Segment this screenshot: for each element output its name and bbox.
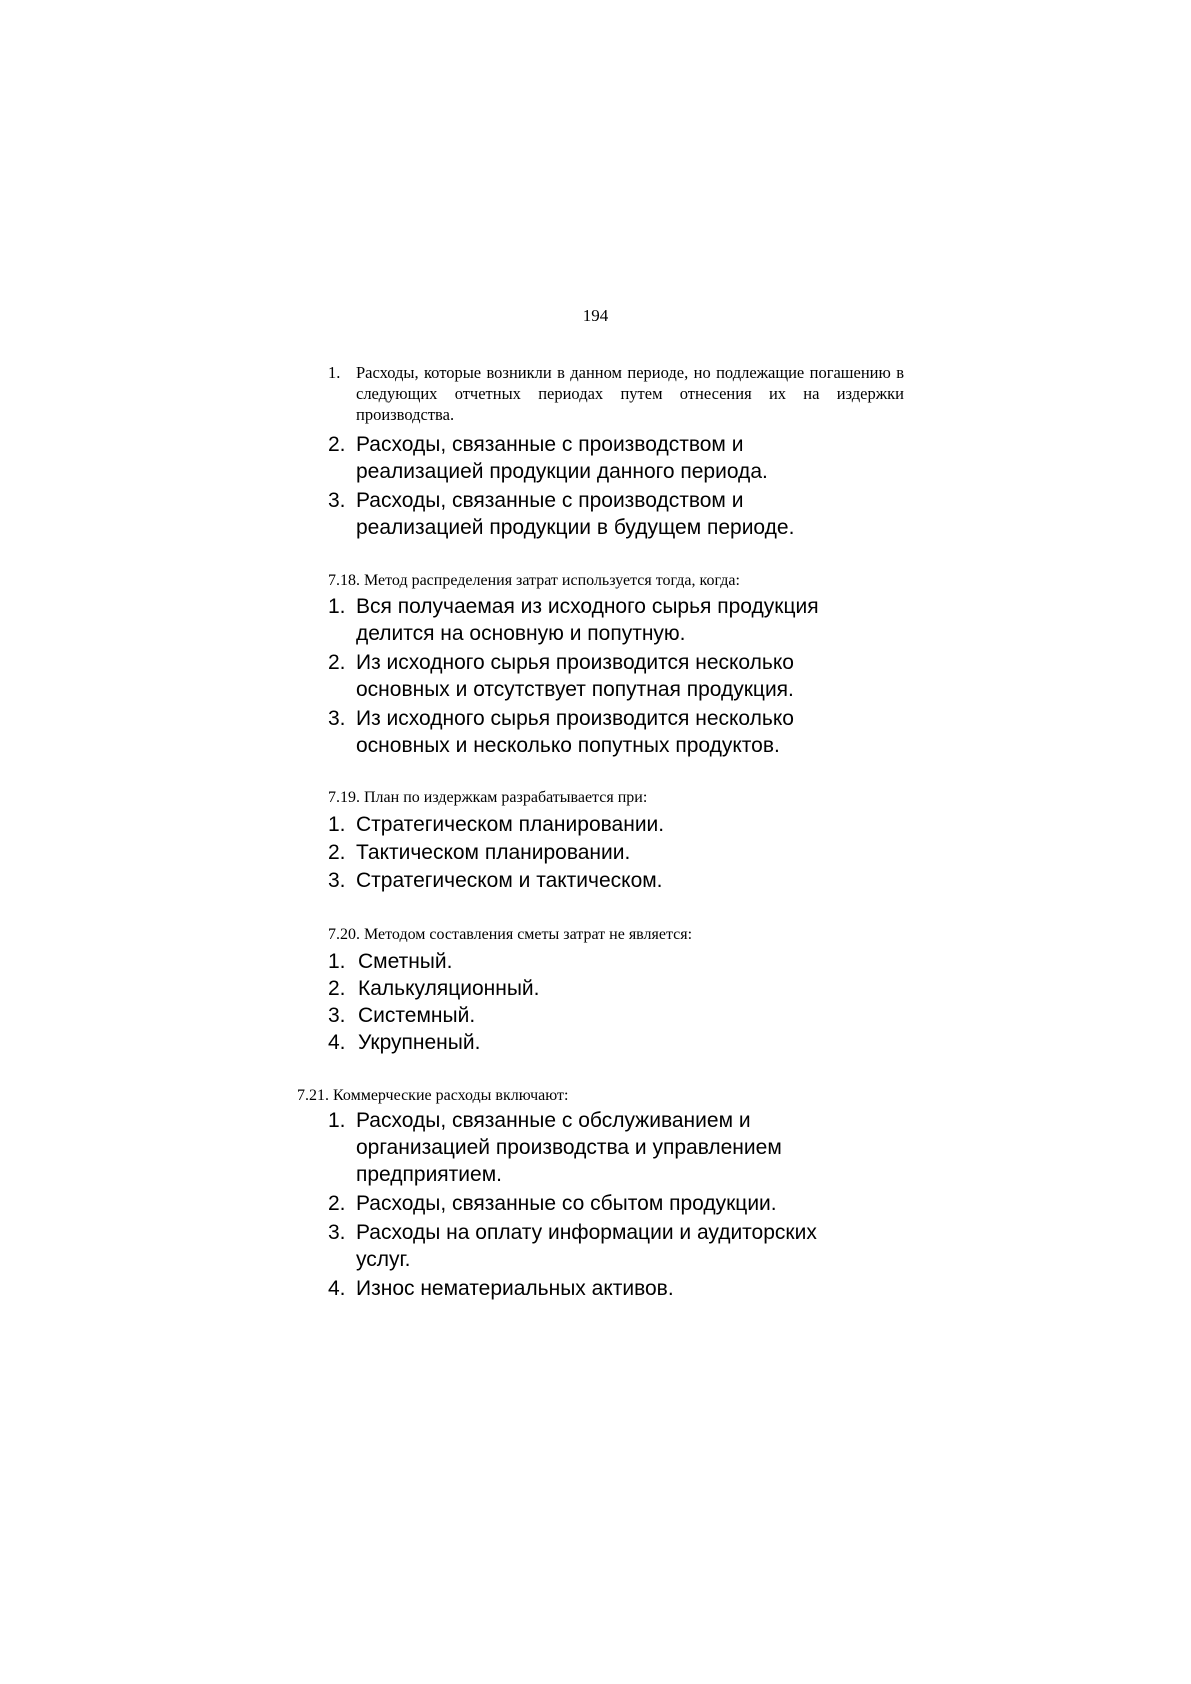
option-number: 1. [328,1109,346,1132]
option-text-cont: услуг. [356,1248,411,1271]
option-text-cont: основных и несколько попутных продуктов. [356,734,780,757]
question-text: 7.20. Методом составления сметы затрат не является: [328,926,693,943]
option-text: Укрупненый. [358,1031,481,1054]
option-text: Расходы, которые возникли в данном периоде, но подлежащие погашению в следующих отчетных периодах путем отнесения их на издержки производства. [356,363,904,424]
option-text-cont: делится на основную и попутную. [356,622,686,645]
list-item [328,1275,817,1302]
option-number: 1. [328,595,346,618]
list-item [328,1107,817,1188]
question-7-19 [328,787,647,809]
list-item [328,593,819,647]
option-text-cont: реализацией продукции данного периода. [356,460,768,483]
option-text: Расходы, связанные со сбытом продукции. [356,1192,777,1215]
option-number: 4. [328,1277,346,1300]
list-item [328,811,664,838]
option-number: 2. [328,433,346,456]
option-number: 1. [328,363,341,382]
list-item [328,867,664,894]
option-text: Из исходного сырья производится несколько [356,707,794,730]
list-item [328,487,794,541]
option-text-cont: предприятием. [356,1163,502,1186]
option-text: Износ нематериальных активов. [356,1277,674,1300]
question-7-21-options [328,1107,817,1302]
option-text: Калькуляционный. [358,977,540,1000]
option-number: 3. [328,707,346,730]
option-text: Стратегическом и тактическом. [356,869,663,892]
option-text: Расходы, связанные с обслуживанием и [356,1109,751,1132]
option-number: 2. [328,841,346,864]
question-text: 7.21. Коммерческие расходы включают: [297,1087,569,1104]
option-number: 3. [328,489,346,512]
list-item [328,975,539,1002]
option-text-cont: организацией производства и управлением [356,1136,782,1159]
question-text: 7.18. Метод распределения затрат используется тогда, когда: [328,572,740,589]
page-number: 194 [582,306,609,325]
question-text: 7.19. План по издержкам разрабатывается при: [328,789,648,806]
option-number: 2. [328,651,346,674]
question-7-19-options [328,811,664,895]
list-item [328,649,819,703]
option-number: 3. [328,1004,346,1027]
option-text-cont: основных и отсутствует попутная продукция. [356,678,794,701]
list-item [328,1190,817,1217]
option-number: 2. [328,1192,346,1215]
option-text: Сметный. [358,950,453,973]
list-item [328,431,794,485]
question-7-18 [328,570,740,592]
prev-question-options-sans [328,431,794,541]
option-text: Расходы, связанные с производством и [356,433,744,456]
list-item [328,362,904,425]
question-7-18-options [328,593,819,759]
option-number: 3. [328,1221,346,1244]
prev-question-options [328,362,904,425]
list-item [328,839,664,866]
list-item [328,1002,539,1029]
list-item [328,948,539,975]
option-text: Расходы, связанные с производством и [356,489,744,512]
option-number: 2. [328,977,346,1000]
list-item [328,1029,539,1056]
question-7-20-options [328,948,539,1056]
option-number: 3. [328,869,346,892]
list-item [328,1219,817,1273]
option-text: Стратегическом планировании. [356,813,665,836]
option-text: Тактическом планировании. [356,841,631,864]
option-number: 1. [328,950,346,973]
option-text: Из исходного сырья производится несколько [356,651,794,674]
option-number: 4. [328,1031,346,1054]
option-number: 1. [328,813,346,836]
list-item [328,705,819,759]
option-text-cont: реализацией продукции в будущем периоде. [356,516,795,539]
option-text: Вся получаемая из исходного сырья продукция [356,595,819,618]
question-7-21 [297,1085,568,1107]
question-7-20 [328,924,692,946]
option-text: Системный. [358,1004,476,1027]
option-text: Расходы на оплату информации и аудиторских [356,1221,817,1244]
